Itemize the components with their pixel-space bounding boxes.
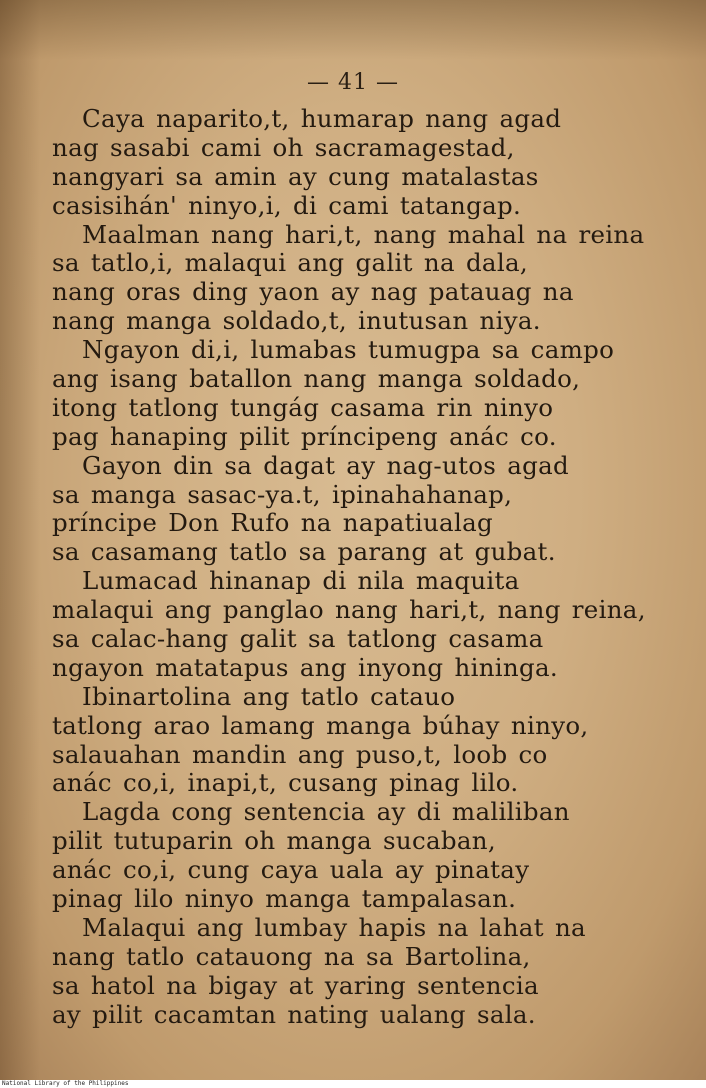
stanza-line: anác co,i, cung caya uala ay pinatay: [52, 855, 530, 885]
page-top-shadow: [0, 0, 706, 60]
stanza-line: sa manga sasac-ya.t, ipinahahanap,: [52, 479, 513, 509]
stanza-first-line: Ibinartolina ang tatlo catauo: [82, 681, 456, 711]
stanza-first-line: Caya naparito,t, humarap nang agad: [82, 104, 562, 133]
stanza-line: salauahan mandin ang puso,t, loob co: [52, 739, 548, 769]
stanza-line: casisihán' ninyo,i, di cami tatangap.: [52, 190, 522, 220]
stanza-line: malaqui ang panglao nang hari,t, nang reina,: [52, 595, 646, 625]
stanza-first-line: Gayon din sa dagat ay nag-utos agad: [82, 450, 570, 480]
stanza-line: sa calac-hang galit sa tatlong casama: [52, 624, 544, 654]
stanza-line: príncipe Don Rufo na napatiualag: [52, 508, 493, 538]
page-edge-shadow: [0, 0, 40, 1080]
stanza-line: pag hanaping pilit príncipeng anác co.: [52, 421, 557, 451]
stanza-first-line: Lagda cong sentencia ay di maliliban: [82, 797, 570, 827]
stanza-first-line: Ngayon di,i, lumabas tumugpa sa campo: [82, 335, 615, 365]
stanza-line: nang tatlo catauong na sa Bartolina,: [52, 941, 531, 971]
stanza-line: ang isang batallon nang manga soldado,: [52, 364, 581, 394]
stanza-line: nang oras ding yaon ay nag patauag na: [52, 277, 574, 307]
stanza-first-line: Maalman nang hari,t, nang mahal na reina: [82, 219, 645, 249]
stanza-line: sa hatol na bigay at yaring sentencia: [52, 970, 539, 1000]
stanza-line: itong tatlong tungág casama rin ninyo: [52, 392, 554, 422]
stanza-line: anác co,i, inapi,t, cusang pinag lilo.: [52, 768, 519, 798]
stanza-line: sa casamang tatlo sa parang at gubat.: [52, 537, 556, 567]
library-credit: National Library of the Philippines: [2, 1080, 129, 1087]
stanza-line: tatlong arao lamang manga búhay ninyo,: [52, 710, 589, 740]
stanza-line: ay pilit cacamtan nating ualang sala.: [52, 999, 536, 1029]
stanza-line: nang manga soldado,t, inutusan niya.: [52, 306, 541, 336]
stanza-line: nangyari sa amin ay cung matalastas: [52, 161, 539, 191]
poem-body: [52, 105, 682, 1030]
stanza-line: ngayon matatapus ang inyong hininga.: [52, 652, 558, 682]
stanza-first-line: Malaqui ang lumbay hapis na lahat na: [82, 912, 586, 942]
stanza-line: sa tatlo,i, malaqui ang galit na dala,: [52, 248, 528, 278]
stanza-line: pilit tutuparin oh manga sucaban,: [52, 826, 496, 856]
page-number: — 41 —: [307, 70, 399, 95]
stanza-line: nag sasabi cami oh sacramagestad,: [52, 132, 515, 162]
stanza-line: pinag lilo ninyo manga tampalasan.: [52, 884, 517, 914]
stanza-first-line: Lumacad hinanap di nila maquita: [82, 566, 520, 596]
